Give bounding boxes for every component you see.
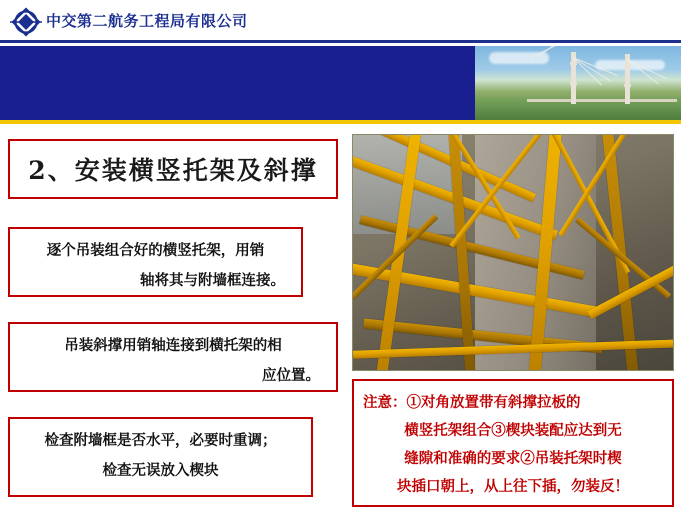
instruction-line: 逐个吊装组合好的横竖托架，用销 <box>46 243 265 259</box>
note-line: 缝隙和准确的要求②吊装托架时楔 <box>404 451 622 467</box>
instruction-box-2 <box>8 322 338 392</box>
instruction-line: 检查附墙框是否水平，必要时重调； <box>44 433 277 449</box>
instruction-box-1 <box>8 227 303 297</box>
construction-photo <box>352 134 674 371</box>
note-line: 块插口朝上，从上往下插，勿装反！ <box>397 479 629 495</box>
warning-note-box <box>352 379 674 507</box>
header-divider <box>0 40 681 43</box>
instruction-box-3 <box>8 417 313 497</box>
company-logo-icon <box>8 4 44 40</box>
banner-band <box>0 46 681 120</box>
page-title: 2、安装横竖托架及斜撑 <box>28 156 318 185</box>
section-title-box <box>8 139 338 199</box>
bridge-photo <box>475 46 681 120</box>
instruction-line: 吊装斜撑用销轴连接到横托架的相 <box>64 338 282 354</box>
slide-header <box>0 0 681 44</box>
note-line: 横竖托架组合③楔块装配应达到无 <box>404 423 622 439</box>
instruction-line: 轴将其与附墙框连接。 <box>140 273 285 289</box>
banner-divider <box>0 120 681 124</box>
slide-content <box>0 126 681 515</box>
company-name: 中交第二航务工程局有限公司 <box>46 13 248 30</box>
bridge-deck <box>527 99 677 102</box>
note-line: 注意：①对角放置带有斜撑拉板的 <box>363 395 581 411</box>
instruction-line: 检查无误放入楔块 <box>102 463 219 479</box>
instruction-line: 应位置。 <box>262 368 320 384</box>
